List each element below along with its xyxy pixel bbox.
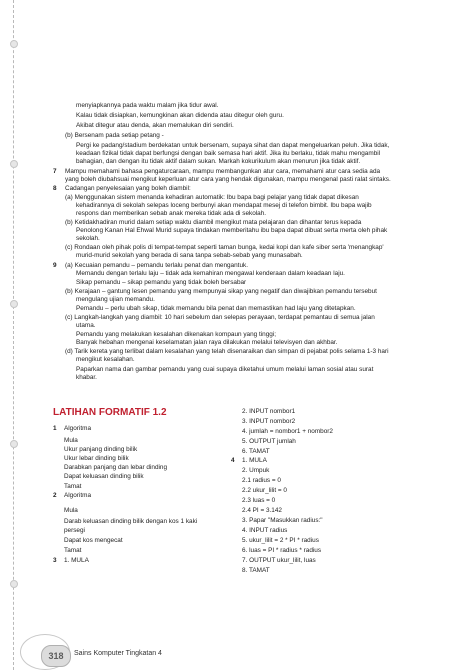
binding-hole bbox=[10, 40, 18, 48]
right-col-line: 4. jumlah = nombor1 + nombor2 bbox=[242, 428, 333, 435]
question-number: 2 bbox=[53, 492, 57, 499]
body-line: kehadirannya di sekolah selepas loceng berbunyi akan mendapat mesej di telefon bimbit. Ibu bapa wajib bbox=[76, 202, 372, 209]
body-line: (a) Menggunakan sistem menanda kehadiran automatik: Ibu bapa bagi pelajar yang tidak dapat dikesan bbox=[65, 194, 359, 201]
question-number: 3 bbox=[53, 557, 57, 564]
body-line: khabar. bbox=[76, 374, 97, 381]
right-col-line: 1. MULA bbox=[242, 457, 267, 464]
body-line: utama. bbox=[76, 322, 96, 329]
question-number: 8 bbox=[53, 185, 57, 192]
body-line: mengulang ujian memandu. bbox=[76, 296, 155, 303]
left-col-line: Ukur panjang dinding bilik bbox=[64, 446, 138, 453]
page-number: 318 bbox=[41, 645, 71, 667]
question-number: 7 bbox=[53, 168, 57, 175]
body-line: Penolong Kanan Hal Ehwal Murid supaya tindakan memberitahu ibu bapa dapat dibuat serta merta oleh pihak bbox=[76, 227, 388, 234]
right-col-line: 3. INPUT nombor2 bbox=[242, 418, 296, 425]
right-col-line: 5. ukur_lilit = 2 * PI * radius bbox=[242, 537, 319, 544]
body-line: (b) Kerajaan – gantung lesen pemandu yang mempunyai sikap yang negatif dan diwajibkan pemandu tersebut bbox=[65, 288, 377, 295]
left-col-line: Darabkan panjang dan lebar dinding bbox=[64, 464, 168, 471]
right-col-line: 6. TAMAT bbox=[242, 448, 270, 455]
binding-edge bbox=[13, 0, 14, 670]
body-line: (d) Tarik kereta yang terlibat dalam kesalahan yang telah disenaraikan dan simpan di pejabat polis selama 1-3 hari bbox=[65, 348, 389, 355]
body-line: respons dan memberikan sebab anak mereka tidak ada di sekolah. bbox=[76, 210, 267, 217]
body-line: yang boleh diubahsuai mengikut keperluan atur cara yang hendak digunakan, mampu mengenal pasti ralat sintaks. bbox=[65, 176, 391, 183]
body-line: Pemandu – perlu ubah sikap, tidak memandu bila penat dan memastikan had laju yang ditetapkan. bbox=[76, 305, 356, 312]
section-title: LATIHAN FORMATIF 1.2 bbox=[53, 407, 167, 418]
binding-hole bbox=[10, 300, 18, 308]
body-line: Akibat ditegur atau denda, akan memalukan diri sendiri. bbox=[76, 122, 234, 129]
binding-hole bbox=[10, 580, 18, 588]
binding-hole bbox=[10, 160, 18, 168]
body-line: Cadangan penyelesaian yang boleh diambil: bbox=[65, 185, 191, 192]
body-line: Paparkan nama dan gambar pemandu yang cuai supaya diketahui umum melalui laman sosial atau surat bbox=[76, 366, 374, 373]
left-col-line: Dapat keluasan dinding bilik bbox=[64, 473, 144, 480]
body-line: (b) Bersenam pada setiap petang - bbox=[65, 132, 164, 139]
right-col-line: 2. Umpuk bbox=[242, 467, 270, 474]
body-line: sekolah. bbox=[76, 235, 100, 242]
body-line: (c) Langkah-langkah yang diambil: 10 hari sebelum dan selepas perayaan, terdapat pemantau di semua jalan bbox=[65, 314, 375, 321]
body-line: Sikap pemandu – sikap pemandu yang tidak boleh bersabar bbox=[76, 279, 247, 286]
left-col-line: Algoritma bbox=[64, 492, 91, 499]
body-line: (c) Rondaan oleh pihak polis di tempat-tempat seperti taman bunga, kedai kopi dan kafe siber serta 'menangkap' bbox=[65, 244, 384, 251]
left-col-line: Tamat bbox=[64, 547, 82, 554]
left-col-line: Mula bbox=[64, 437, 78, 444]
body-line: Banyak hebahan mengenai keselamatan jalan raya dilakukan melalui televisyen dan akhbar. bbox=[76, 339, 338, 346]
body-line: Kalau tidak disiapkan, kemungkinan akan didenda atau ditegur oleh guru. bbox=[76, 112, 284, 119]
body-line: bahagian, dan dengan itu tidak aktif dalam sukan. Markah kokurikulum akan menurun jika tidak aktif. bbox=[76, 158, 361, 165]
left-col-line: persegi bbox=[64, 527, 85, 534]
left-col-line: Darab keluasan dinding bilik dengan kos 1 kaki bbox=[64, 518, 198, 525]
right-col-line: 2.1 radius = 0 bbox=[242, 477, 281, 484]
footer-book-title: Sains Komputer Tingkatan 4 bbox=[74, 650, 162, 657]
right-col-line: 5. OUTPUT jumlah bbox=[242, 438, 296, 445]
body-line: Pemandu yang melakukan kesalahan dikenakan kompaun yang tinggi; bbox=[76, 331, 277, 338]
right-col-line: 6. luas = PI * radius * radius bbox=[242, 547, 322, 554]
body-line: Memandu dengan terlalu laju – tidak ada kemahiran mengawal kenderaan dalam keadaan laju. bbox=[76, 270, 345, 277]
right-col-line: 2. INPUT nombor1 bbox=[242, 408, 296, 415]
body-line: keadaan fizikal tidak dapat berfungsi dengan baik semasa hari aktif. Jika itu berlaku, tidak mahu mengambil bbox=[76, 150, 381, 157]
right-col-line: 7. OUTPUT ukur_lilit, luas bbox=[242, 557, 316, 564]
body-line: Mampu memahami bahasa pengaturcaraan, mampu membangunkan atur cara, memahami atur cara sedia ada bbox=[65, 168, 381, 175]
right-col-line: 8. TAMAT bbox=[242, 567, 270, 574]
right-col-line: 2.4 PI = 3.142 bbox=[242, 507, 282, 514]
body-line: murid-murid sekolah yang berada di sana tanpa sebab-sebab yang munasabah. bbox=[76, 252, 303, 259]
left-col-line: Dapat kos mengecat bbox=[64, 537, 123, 544]
question-number: 4 bbox=[231, 457, 235, 464]
body-line: (b) Ketidakhadiran murid dalam setiap waktu diambil mengikut mata pelajaran dan dihantar terus kepada bbox=[65, 219, 362, 226]
left-col-line: Algoritma bbox=[64, 425, 91, 432]
left-col-line: Tamat bbox=[64, 483, 82, 490]
left-col-line: Ukur lebar dinding bilik bbox=[64, 455, 129, 462]
left-col-line: Mula bbox=[64, 507, 78, 514]
question-number: 9 bbox=[53, 262, 57, 269]
body-line: Pergi ke padang/stadium berdekatan untuk bersenam, supaya sihat dan dapat mengeluarkan peluh. Jika tidak, bbox=[76, 142, 390, 149]
body-line: menyiapkannya pada waktu malam jika tidur awal. bbox=[76, 102, 219, 109]
body-line: mengikut kesalahan. bbox=[76, 356, 135, 363]
question-number: 1 bbox=[53, 425, 57, 432]
body-line: (a) Kecuaian pemandu – pemandu terlalu penat dan mengantuk. bbox=[65, 262, 248, 269]
right-col-line: 3. Papar "Masukkan radius:" bbox=[242, 517, 323, 524]
right-col-line: 2.2 ukur_lilit = 0 bbox=[242, 487, 287, 494]
left-col-line: 1. MULA bbox=[64, 557, 89, 564]
right-col-line: 2.3 luas = 0 bbox=[242, 497, 276, 504]
binding-hole bbox=[10, 440, 18, 448]
right-col-line: 4. INPUT radius bbox=[242, 527, 288, 534]
